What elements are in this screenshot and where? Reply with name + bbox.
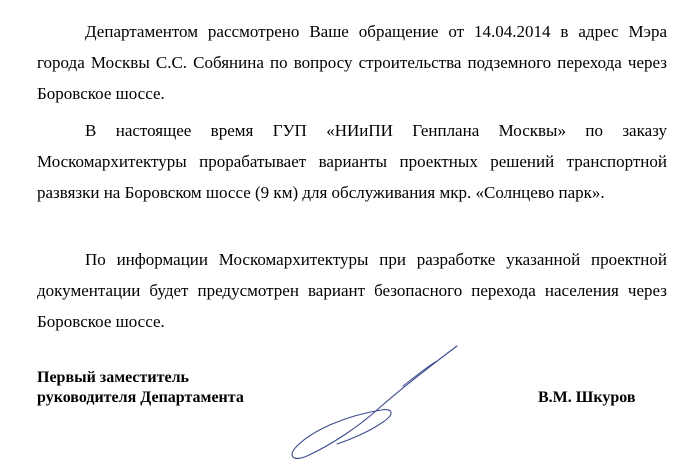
signatory-title-line-1: Первый заместитель — [37, 369, 189, 386]
handwritten-signature — [285, 340, 465, 468]
paragraph-1: Департаментом рассмотрено Ваше обращение от 14.04.2014 в адрес Мэра города Москвы С.С. Собянина по вопросу строительства подземного перехода через Боровское шоссе. — [37, 22, 667, 103]
signatory-title — [37, 368, 244, 408]
signatory-title-line-2: руководителя Департамента — [37, 389, 244, 406]
paragraph-2: В настоящее время ГУП «НИиПИ Генплана Москвы» по заказу Москомархитектуры прорабатывает варианты проектных решений транспортной развязки на Боровском шоссе (9 км) для обслуживания мкр. «Солнцево парк». — [37, 121, 667, 202]
signatory-name: В.М. Шкуров — [538, 389, 636, 406]
paragraph-3: По информации Москомархитектуры при разработке указанной проектной документации будет предусмотрен вариант безопасного перехода населения через Боровское шоссе. — [37, 250, 667, 331]
